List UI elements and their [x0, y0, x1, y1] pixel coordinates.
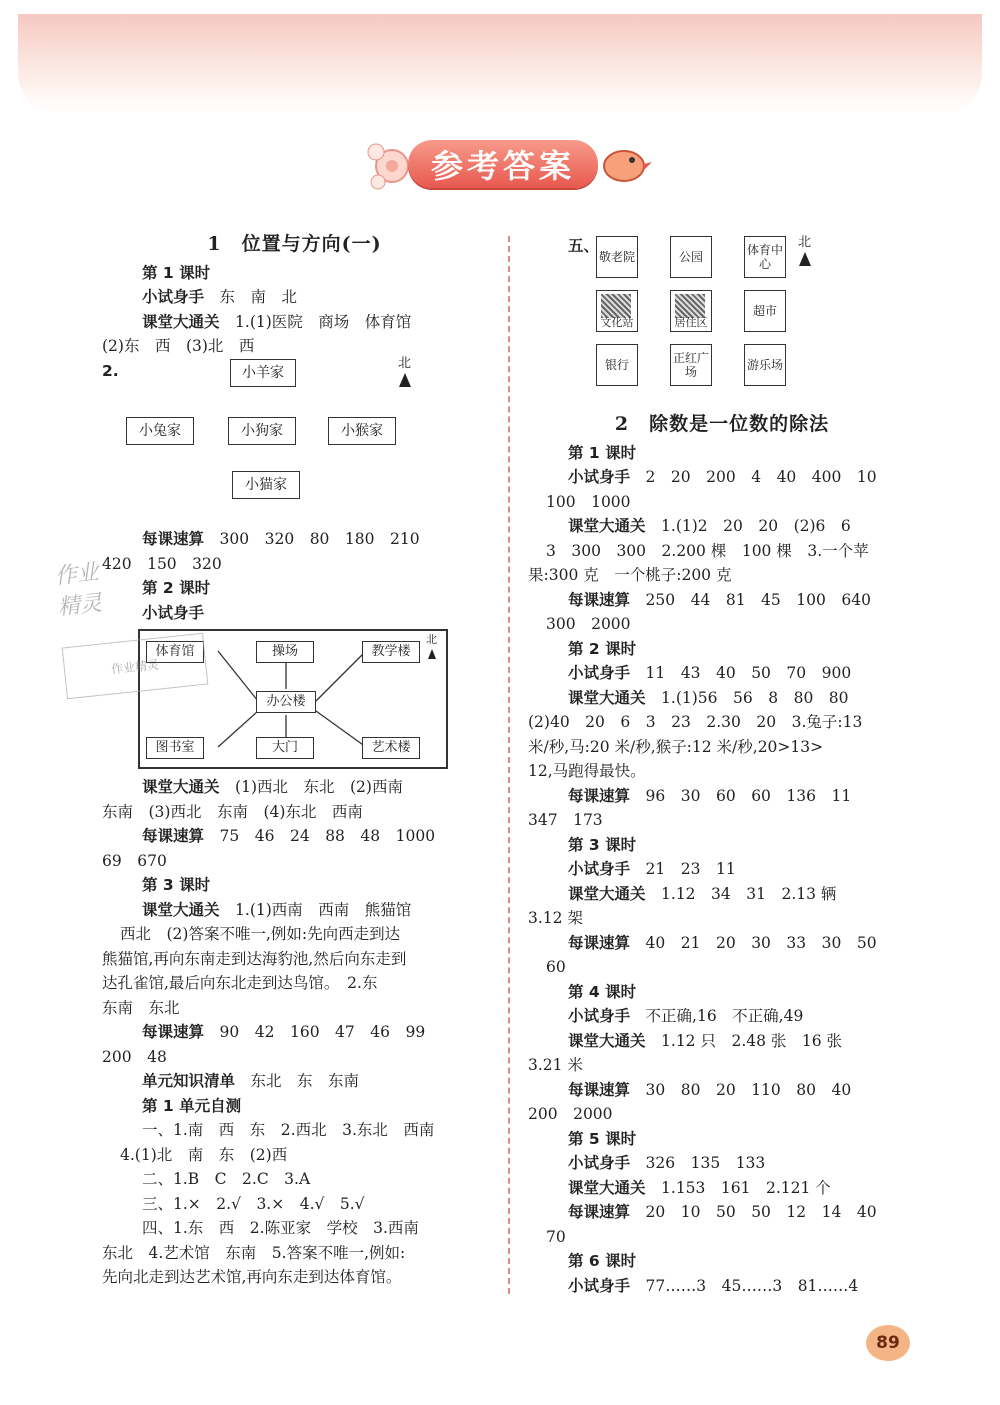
- north-arrow-icon: [399, 373, 411, 387]
- sushuan-label: 每课速算: [142, 1023, 205, 1041]
- sushuan-answer: 30 80 20 110 80 40: [645, 1080, 852, 1099]
- ketang-label: 课堂大通关: [568, 1178, 646, 1197]
- watermark: 作业 精灵: [53, 560, 104, 621]
- xiaoshi-answer: 326 135 133: [645, 1154, 766, 1172]
- xiaoshi-answer: 77……3 45……3 81……4: [645, 1276, 859, 1295]
- answer-line: 4.(1)北 南 东 (2)西: [120, 1145, 288, 1164]
- xiaoshi-answer: 11 43 40 50 70 900: [645, 664, 852, 682]
- answer-line: 69 670: [102, 851, 167, 870]
- answer-line: 达孔雀馆,最后向东北走到达鸟馆。 2.东: [102, 974, 378, 992]
- sushuan-answer: 75 46 24 88 48 1000: [219, 827, 436, 845]
- map-box-tr: 教学楼: [362, 641, 420, 663]
- sushuan-label: 每课速算: [568, 590, 631, 609]
- answer-line: 果:300 克 一个桃子:200 克: [528, 566, 732, 584]
- column-divider: [508, 236, 510, 1294]
- sushuan-label: 每课速算: [568, 786, 631, 805]
- map-box-center: 办公楼: [256, 691, 316, 713]
- ketang-label: 课堂大通关: [568, 1031, 646, 1050]
- question-number: 2.: [102, 361, 119, 380]
- lesson-heading: 第 5 课时: [568, 1129, 637, 1148]
- sushuan-label: 每课速算: [568, 1080, 631, 1099]
- section-title: 1 位置与方向(一): [207, 233, 382, 255]
- ketang-answer: 1.(1)56 56 8 80 80: [661, 688, 849, 707]
- answer-line: (2)东 西 (3)北 西: [102, 337, 255, 355]
- grid-cell-r1c1: 敬老院: [596, 236, 638, 278]
- answer-line: 二、1.B C 2.C 3.A: [142, 1170, 311, 1188]
- answer-line: 100 1000: [546, 492, 631, 511]
- answer-line: 200 2000: [528, 1105, 613, 1123]
- xiaoshi-answer: 2 20 200 4 40 400 10: [645, 468, 877, 486]
- map-box-tc: 操场: [256, 641, 314, 663]
- grid-cell-r1c3: 体育中心: [744, 236, 786, 278]
- ketang-label: 课堂大通关: [142, 312, 220, 331]
- xiaoshi-label: 小试身手: [142, 603, 205, 622]
- north-arrow-icon: [428, 649, 436, 659]
- lesson-heading: 第 1 课时: [142, 263, 211, 282]
- answer-line: 3.12 架: [528, 909, 583, 927]
- xiaoshi-label: 小试身手: [568, 1007, 631, 1025]
- sushuan-label: 每课速算: [568, 1203, 631, 1221]
- xiaoshi-label: 小试身手: [142, 288, 205, 306]
- unit-test-heading: 第 1 单元自测: [142, 1096, 242, 1115]
- sushuan-answer: 90 42 160 47 46 99: [219, 1023, 426, 1041]
- animal-house-map: [102, 356, 487, 533]
- ketang-label: 课堂大通关: [142, 778, 220, 796]
- location-grid: [528, 234, 916, 396]
- answer-line: 熊猫馆,再向东南走到达海豹池,然后向东走到: [102, 949, 407, 968]
- bird-icon: [594, 140, 654, 190]
- sushuan-label: 每课速算: [142, 827, 205, 845]
- grid-cell-r1c2: 公园: [670, 236, 712, 278]
- ketang-answer: 1.12 只 2.48 张 16 张: [661, 1031, 843, 1050]
- answer-line: 70: [546, 1227, 566, 1246]
- unit-list-label: 单元知识清单: [142, 1072, 236, 1090]
- answer-line: 3.21 米: [528, 1056, 583, 1074]
- title-banner: [362, 132, 652, 196]
- lesson-heading: 第 2 课时: [568, 639, 637, 658]
- lesson-heading: 第 2 课时: [142, 579, 211, 597]
- page-title: 参考答案: [408, 140, 598, 188]
- sushuan-answer: 250 44 81 45 100 640: [645, 590, 871, 609]
- sushuan-answer: 20 10 50 50 12 14 40: [645, 1203, 877, 1221]
- xiaoshi-answer: 东 南 北: [219, 288, 298, 306]
- answer-line: 四、1.东 西 2.陈亚家 学校 3.西南: [142, 1219, 419, 1237]
- xiaoshi-label: 小试身手: [568, 1276, 631, 1295]
- north-indicator: 北: [798, 236, 811, 266]
- north-indicator: 北: [398, 357, 411, 387]
- lesson-heading: 第 4 课时: [568, 982, 637, 1001]
- north-arrow-icon: [799, 252, 811, 266]
- xiaoshi-label: 小试身手: [568, 664, 631, 682]
- left-column: [102, 230, 487, 1290]
- ketang-answer: (1)西北 东北 (2)西南: [235, 778, 403, 796]
- ketang-answer: 1.(1)2 20 20 (2)6 6: [661, 517, 851, 535]
- ketang-label: 课堂大通关: [568, 517, 646, 535]
- answer-line: 3 300 300 2.200 棵 100 棵 3.一个苹: [546, 541, 869, 560]
- north-indicator: 北: [426, 633, 437, 659]
- grid-cell-r2c2: 居住区: [670, 290, 712, 332]
- answer-line: 12,马跑得最快。: [528, 762, 646, 780]
- answer-line: 300 2000: [546, 615, 631, 633]
- xiaoshi-answer: 不正确,16 不正确,49: [645, 1007, 804, 1025]
- lesson-heading: 第 3 课时: [142, 876, 211, 894]
- watermark-stamp: 作业精灵: [62, 633, 209, 700]
- answer-line: 200 48: [102, 1047, 167, 1066]
- building-image-icon: [601, 294, 631, 318]
- question-number: 五、: [568, 237, 600, 255]
- grid-cell-r3c2: 正红广场: [670, 344, 712, 386]
- answer-line: 东南 (3)西北 东南 (4)东北 西南: [102, 802, 363, 821]
- map-box-right: 小猴家: [328, 417, 396, 445]
- answer-line: 420 150 320: [102, 554, 222, 573]
- sushuan-answer: 40 21 20 30 33 30 50: [645, 933, 877, 952]
- answer-line: (2)40 20 6 3 23 2.30 20 3.兔子:13: [528, 713, 863, 731]
- map-box-left: 小兔家: [126, 417, 194, 445]
- answer-line: 60: [546, 958, 566, 976]
- map-box-bc: 大门: [256, 737, 314, 759]
- answer-line: 东北 4.艺术馆 东南 5.答案不唯一,例如:: [102, 1243, 406, 1262]
- ketang-label: 课堂大通关: [142, 900, 220, 919]
- answer-line: 三、1.× 2.√ 3.× 4.√ 5.√: [142, 1194, 365, 1213]
- ketang-label: 课堂大通关: [568, 688, 646, 707]
- ketang-answer: 1.12 34 31 2.13 辆: [661, 884, 837, 903]
- answer-line: 米/秒,马:20 米/秒,猴子:12 米/秒,20>13>: [528, 737, 824, 756]
- lesson-heading: 第 3 课时: [568, 835, 637, 854]
- sushuan-answer: 300 320 80 180 210: [219, 530, 420, 548]
- xiaoshi-label: 小试身手: [568, 860, 631, 878]
- lesson-heading: 第 6 课时: [568, 1252, 637, 1270]
- sushuan-label: 每课速算: [142, 530, 205, 548]
- ketang-label: 课堂大通关: [568, 884, 646, 903]
- unit-list-answer: 东北 东 东南: [250, 1072, 360, 1090]
- answer-line: 西北 (2)答案不唯一,例如:先向西走到达: [120, 925, 401, 943]
- ketang-answer: 1.153 161 2.121 个: [661, 1178, 831, 1197]
- xiaoshi-answer: 21 23 11: [645, 860, 736, 878]
- answer-line: 347 173: [528, 811, 603, 829]
- building-image-icon: [675, 294, 705, 318]
- grid-cell-r3c1: 银行: [596, 344, 638, 386]
- map-box-br: 艺术楼: [362, 737, 420, 759]
- header-decoration: [18, 14, 982, 114]
- ketang-answer: 1.(1)医院 商场 体育馆: [235, 312, 412, 331]
- map-box-top: 小羊家: [230, 359, 296, 387]
- grid-cell-r2c1: 文化站: [596, 290, 638, 332]
- grid-cell-r2c3: 超市: [744, 290, 786, 332]
- map-box-bl: 图书室: [146, 737, 204, 759]
- section-title: 2 除数是一位数的除法: [614, 413, 830, 435]
- answer-line: 一、1.南 西 东 2.西北 3.东北 西南: [142, 1121, 435, 1139]
- sushuan-label: 每课速算: [568, 933, 631, 952]
- page-number: 89: [866, 1325, 910, 1361]
- ketang-answer: 1.(1)西南 西南 熊猫馆: [235, 900, 412, 919]
- grid-cell-r3c3: 游乐场: [744, 344, 786, 386]
- lesson-heading: 第 1 课时: [568, 443, 637, 462]
- sushuan-answer: 96 30 60 60 136 11: [645, 786, 852, 805]
- xiaoshi-label: 小试身手: [568, 468, 631, 486]
- map-box-bottom: 小猫家: [232, 471, 300, 499]
- right-column: [528, 234, 916, 1298]
- answer-line: 东南 东北: [102, 998, 180, 1017]
- map-box-tl: 体育馆: [146, 641, 204, 663]
- xiaoshi-label: 小试身手: [568, 1154, 631, 1172]
- map-box-center: 小狗家: [228, 417, 296, 445]
- answer-line: 先向北走到达艺术馆,再向东走到达体育馆。: [102, 1268, 402, 1286]
